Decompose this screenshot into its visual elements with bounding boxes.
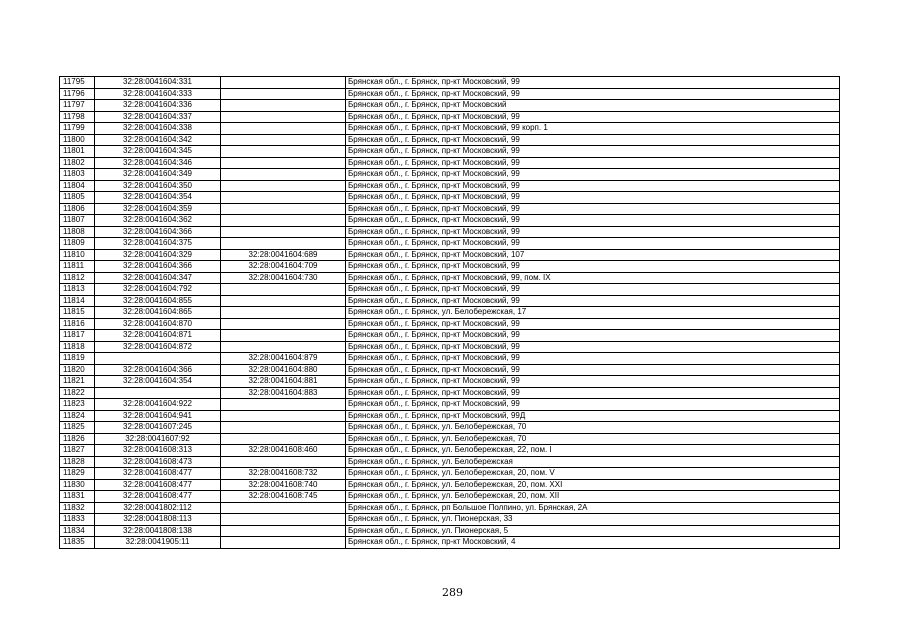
linked-cadastral-number-cell: 32:28:0041604:881 <box>221 376 346 388</box>
table-row <box>60 433 840 445</box>
table-row <box>60 111 840 123</box>
address-cell: Брянская обл., г. Брянск, пр-кт Московский, 99, пом. IX <box>346 272 840 284</box>
linked-cadastral-number-cell <box>221 456 346 468</box>
address-cell: Брянская обл., г. Брянск, пр-кт Московский, 99 <box>346 111 840 123</box>
row-number-cell: 11808 <box>60 226 95 238</box>
table-row <box>60 479 840 491</box>
row-number-cell: 11830 <box>60 479 95 491</box>
table-row <box>60 445 840 457</box>
cadastral-number-cell: 32:28:0041608:313 <box>95 445 221 457</box>
table-row <box>60 157 840 169</box>
linked-cadastral-number-cell: 32:28:0041608:732 <box>221 468 346 480</box>
address-cell: Брянская обл., г. Брянск, пр-кт Московский, 99 <box>346 399 840 411</box>
row-number-cell: 11809 <box>60 238 95 250</box>
cadastral-number-cell: 32:28:0041604:865 <box>95 307 221 319</box>
cadastral-number-cell: 32:28:0041604:354 <box>95 376 221 388</box>
address-cell: Брянская обл., г. Брянск, ул. Белобережская, 17 <box>346 307 840 319</box>
linked-cadastral-number-cell <box>221 169 346 181</box>
linked-cadastral-number-cell <box>221 157 346 169</box>
row-number-cell: 11835 <box>60 537 95 549</box>
linked-cadastral-number-cell <box>221 203 346 215</box>
address-cell: Брянская обл., г. Брянск, пр-кт Московский, 107 <box>346 249 840 261</box>
address-cell: Брянская обл., г. Брянск, пр-кт Московский, 99Д <box>346 410 840 422</box>
table-row <box>60 203 840 215</box>
linked-cadastral-number-cell <box>221 134 346 146</box>
cadastral-number-cell: 32:28:0041604:333 <box>95 88 221 100</box>
row-number-cell: 11825 <box>60 422 95 434</box>
address-cell: Брянская обл., г. Брянск, пр-кт Московский, 99 <box>346 353 840 365</box>
cadastral-number-cell <box>95 387 221 399</box>
address-cell: Брянская обл., г. Брянск, ул. Пионерская, 33 <box>346 514 840 526</box>
row-number-cell: 11804 <box>60 180 95 192</box>
cadastral-number-cell <box>95 353 221 365</box>
linked-cadastral-number-cell: 32:28:0041604:879 <box>221 353 346 365</box>
cadastral-number-cell: 32:28:0041604:349 <box>95 169 221 181</box>
linked-cadastral-number-cell <box>221 77 346 89</box>
address-cell: Брянская обл., г. Брянск, пр-кт Московский, 99 <box>346 157 840 169</box>
row-number-cell: 11801 <box>60 146 95 158</box>
table-row <box>60 307 840 319</box>
address-cell: Брянская обл., г. Брянск, пр-кт Московский, 99 <box>346 192 840 204</box>
row-number-cell: 11826 <box>60 433 95 445</box>
row-number-cell: 11811 <box>60 261 95 273</box>
row-number-cell: 11822 <box>60 387 95 399</box>
page-number: 289 <box>442 586 463 599</box>
linked-cadastral-number-cell <box>221 537 346 549</box>
linked-cadastral-number-cell <box>221 410 346 422</box>
address-cell: Брянская обл., г. Брянск, пр-кт Московский, 99 <box>346 318 840 330</box>
cadastral-number-cell: 32:28:0041604:342 <box>95 134 221 146</box>
linked-cadastral-number-cell <box>221 215 346 227</box>
row-number-cell: 11807 <box>60 215 95 227</box>
row-number-cell: 11820 <box>60 364 95 376</box>
address-cell: Брянская обл., г. Брянск, ул. Белобережская, 20, пом. XII <box>346 491 840 503</box>
cadastral-number-cell: 32:28:0041604:337 <box>95 111 221 123</box>
address-cell: Брянская обл., г. Брянск, ул. Белобережская, 22, пом. I <box>346 445 840 457</box>
linked-cadastral-number-cell <box>221 238 346 250</box>
cadastral-number-cell: 32:28:0041604:345 <box>95 146 221 158</box>
table-row <box>60 364 840 376</box>
linked-cadastral-number-cell: 32:28:0041604:883 <box>221 387 346 399</box>
table-row <box>60 134 840 146</box>
cadastral-number-cell: 32:28:0041604:941 <box>95 410 221 422</box>
address-cell: Брянская обл., г. Брянск, ул. Белобережская, 70 <box>346 422 840 434</box>
address-cell: Брянская обл., г. Брянск, пр-кт Московский, 99 <box>346 284 840 296</box>
table-row <box>60 525 840 537</box>
cadastral-number-cell: 32:28:0041604:354 <box>95 192 221 204</box>
row-number-cell: 11823 <box>60 399 95 411</box>
row-number-cell: 11818 <box>60 341 95 353</box>
table-row <box>60 88 840 100</box>
row-number-cell: 11798 <box>60 111 95 123</box>
table-row <box>60 410 840 422</box>
table-row <box>60 180 840 192</box>
row-number-cell: 11803 <box>60 169 95 181</box>
table-row <box>60 491 840 503</box>
address-cell: Брянская обл., г. Брянск, пр-кт Московский, 99 <box>346 376 840 388</box>
linked-cadastral-number-cell <box>221 100 346 112</box>
cadastral-number-cell: 32:28:0041604:347 <box>95 272 221 284</box>
address-cell: Брянская обл., г. Брянск, пр-кт Московский, 99 <box>346 387 840 399</box>
table-row <box>60 192 840 204</box>
table-row <box>60 456 840 468</box>
table-row <box>60 330 840 342</box>
cadastral-number-cell: 32:28:0041802:112 <box>95 502 221 514</box>
row-number-cell: 11810 <box>60 249 95 261</box>
address-cell: Брянская обл., г. Брянск, пр-кт Московский, 99 <box>346 215 840 227</box>
linked-cadastral-number-cell: 32:28:0041604:730 <box>221 272 346 284</box>
linked-cadastral-number-cell <box>221 284 346 296</box>
table-row <box>60 353 840 365</box>
table-row <box>60 318 840 330</box>
cadastral-number-cell: 32:28:0041604:375 <box>95 238 221 250</box>
linked-cadastral-number-cell <box>221 422 346 434</box>
address-cell: Брянская обл., г. Брянск, пр-кт Московский, 99 <box>346 226 840 238</box>
cadastral-number-cell: 32:28:0041604:350 <box>95 180 221 192</box>
row-number-cell: 11829 <box>60 468 95 480</box>
table-row <box>60 399 840 411</box>
row-number-cell: 11821 <box>60 376 95 388</box>
cadastral-number-cell: 32:28:0041604:362 <box>95 215 221 227</box>
linked-cadastral-number-cell <box>221 146 346 158</box>
cadastral-number-cell: 32:28:0041608:477 <box>95 479 221 491</box>
cadastral-number-cell: 32:28:0041604:366 <box>95 261 221 273</box>
table-row <box>60 261 840 273</box>
linked-cadastral-number-cell <box>221 341 346 353</box>
linked-cadastral-number-cell: 32:28:0041604:709 <box>221 261 346 273</box>
cadastral-number-cell: 32:28:0041604:329 <box>95 249 221 261</box>
cadastral-table <box>59 76 840 549</box>
cadastral-number-cell: 32:28:0041604:792 <box>95 284 221 296</box>
table-row <box>60 376 840 388</box>
table-row <box>60 100 840 112</box>
cadastral-number-cell: 32:28:0041607:92 <box>95 433 221 445</box>
address-cell: Брянская обл., г. Брянск, пр-кт Московский, 99 <box>346 295 840 307</box>
address-cell: Брянская обл., г. Брянск, пр-кт Московский, 99 <box>346 180 840 192</box>
row-number-cell: 11796 <box>60 88 95 100</box>
row-number-cell: 11813 <box>60 284 95 296</box>
cadastral-number-cell: 32:28:0041604:366 <box>95 364 221 376</box>
linked-cadastral-number-cell: 32:28:0041604:880 <box>221 364 346 376</box>
linked-cadastral-number-cell <box>221 180 346 192</box>
table-row <box>60 537 840 549</box>
cadastral-number-cell: 32:28:0041604:870 <box>95 318 221 330</box>
row-number-cell: 11797 <box>60 100 95 112</box>
row-number-cell: 11833 <box>60 514 95 526</box>
cadastral-number-cell: 32:28:0041608:473 <box>95 456 221 468</box>
linked-cadastral-number-cell <box>221 525 346 537</box>
cadastral-number-cell: 32:28:0041604:872 <box>95 341 221 353</box>
table-row <box>60 295 840 307</box>
cadastral-number-cell: 32:28:0041607:245 <box>95 422 221 434</box>
table-row <box>60 169 840 181</box>
table-row <box>60 238 840 250</box>
address-cell: Брянская обл., г. Брянск, пр-кт Московский, 99 <box>346 77 840 89</box>
linked-cadastral-number-cell <box>221 514 346 526</box>
cadastral-number-cell: 32:28:0041604:359 <box>95 203 221 215</box>
cadastral-number-cell: 32:28:0041604:336 <box>95 100 221 112</box>
address-cell: Брянская обл., г. Брянск, пр-кт Московский, 99 <box>346 341 840 353</box>
row-number-cell: 11814 <box>60 295 95 307</box>
table-row <box>60 387 840 399</box>
linked-cadastral-number-cell <box>221 318 346 330</box>
row-number-cell: 11802 <box>60 157 95 169</box>
table-row <box>60 502 840 514</box>
cadastral-number-cell: 32:28:0041604:366 <box>95 226 221 238</box>
table-row <box>60 422 840 434</box>
address-cell: Брянская обл., г. Брянск, ул. Белобережская, 20, пом. XXI <box>346 479 840 491</box>
address-cell: Брянская обл., г. Брянск, пр-кт Московский, 99 <box>346 261 840 273</box>
table-row <box>60 146 840 158</box>
linked-cadastral-number-cell: 32:28:0041608:740 <box>221 479 346 491</box>
address-cell: Брянская обл., г. Брянск, ул. Белобережская <box>346 456 840 468</box>
row-number-cell: 11817 <box>60 330 95 342</box>
address-cell: Брянская обл., г. Брянск, пр-кт Московский, 99 <box>346 146 840 158</box>
address-cell: Брянская обл., г. Брянск, ул. Белобережская, 70 <box>346 433 840 445</box>
table-row <box>60 514 840 526</box>
row-number-cell: 11816 <box>60 318 95 330</box>
table-row <box>60 272 840 284</box>
row-number-cell: 11812 <box>60 272 95 284</box>
linked-cadastral-number-cell <box>221 111 346 123</box>
row-number-cell: 11805 <box>60 192 95 204</box>
row-number-cell: 11799 <box>60 123 95 135</box>
linked-cadastral-number-cell: 32:28:0041608:460 <box>221 445 346 457</box>
table-row <box>60 284 840 296</box>
linked-cadastral-number-cell <box>221 433 346 445</box>
cadastral-number-cell: 32:28:0041808:138 <box>95 525 221 537</box>
row-number-cell: 11815 <box>60 307 95 319</box>
row-number-cell: 11828 <box>60 456 95 468</box>
row-number-cell: 11795 <box>60 77 95 89</box>
address-cell: Брянская обл., г. Брянск, пр-кт Московский, 99 <box>346 330 840 342</box>
cadastral-number-cell: 32:28:0041808:113 <box>95 514 221 526</box>
row-number-cell: 11831 <box>60 491 95 503</box>
table-row <box>60 77 840 89</box>
linked-cadastral-number-cell <box>221 88 346 100</box>
address-cell: Брянская обл., г. Брянск, пр-кт Московский, 99 <box>346 169 840 181</box>
address-cell: Брянская обл., г. Брянск, пр-кт Московский, 4 <box>346 537 840 549</box>
table-row <box>60 123 840 135</box>
linked-cadastral-number-cell <box>221 192 346 204</box>
table-row <box>60 341 840 353</box>
linked-cadastral-number-cell <box>221 330 346 342</box>
cadastral-number-cell: 32:28:0041608:477 <box>95 491 221 503</box>
table-row <box>60 249 840 261</box>
cadastral-number-cell: 32:28:0041604:871 <box>95 330 221 342</box>
table-row <box>60 468 840 480</box>
cadastral-number-cell: 32:28:0041608:477 <box>95 468 221 480</box>
table-row <box>60 226 840 238</box>
row-number-cell: 11832 <box>60 502 95 514</box>
linked-cadastral-number-cell <box>221 502 346 514</box>
linked-cadastral-number-cell: 32:28:0041608:745 <box>221 491 346 503</box>
cadastral-number-cell: 32:28:0041604:331 <box>95 77 221 89</box>
row-number-cell: 11827 <box>60 445 95 457</box>
row-number-cell: 11834 <box>60 525 95 537</box>
address-cell: Брянская обл., г. Брянск, рп Большое Полпино, ул. Брянская, 2А <box>346 502 840 514</box>
row-number-cell: 11824 <box>60 410 95 422</box>
cadastral-number-cell: 32:28:0041604:346 <box>95 157 221 169</box>
linked-cadastral-number-cell: 32:28:0041604:689 <box>221 249 346 261</box>
address-cell: Брянская обл., г. Брянск, пр-кт Московский, 99 <box>346 134 840 146</box>
table-row <box>60 215 840 227</box>
address-cell: Брянская обл., г. Брянск, пр-кт Московский, 99 <box>346 364 840 376</box>
linked-cadastral-number-cell <box>221 307 346 319</box>
cadastral-number-cell: 32:28:0041604:922 <box>95 399 221 411</box>
address-cell: Брянская обл., г. Брянск, пр-кт Московский, 99 <box>346 203 840 215</box>
row-number-cell: 11806 <box>60 203 95 215</box>
cadastral-number-cell: 32:28:0041905:11 <box>95 537 221 549</box>
linked-cadastral-number-cell <box>221 123 346 135</box>
linked-cadastral-number-cell <box>221 295 346 307</box>
address-cell: Брянская обл., г. Брянск, ул. Пионерская, 5 <box>346 525 840 537</box>
address-cell: Брянская обл., г. Брянск, пр-кт Московский, 99 <box>346 88 840 100</box>
address-cell: Брянская обл., г. Брянск, ул. Белобережская, 20, пом. V <box>346 468 840 480</box>
linked-cadastral-number-cell <box>221 399 346 411</box>
cadastral-number-cell: 32:28:0041604:338 <box>95 123 221 135</box>
address-cell: Брянская обл., г. Брянск, пр-кт Московский, 99 корп. 1 <box>346 123 840 135</box>
linked-cadastral-number-cell <box>221 226 346 238</box>
row-number-cell: 11800 <box>60 134 95 146</box>
table-body <box>60 77 840 549</box>
cadastral-number-cell: 32:28:0041604:855 <box>95 295 221 307</box>
address-cell: Брянская обл., г. Брянск, пр-кт Московский, 99 <box>346 238 840 250</box>
address-cell: Брянская обл., г. Брянск, пр-кт Московский <box>346 100 840 112</box>
row-number-cell: 11819 <box>60 353 95 365</box>
